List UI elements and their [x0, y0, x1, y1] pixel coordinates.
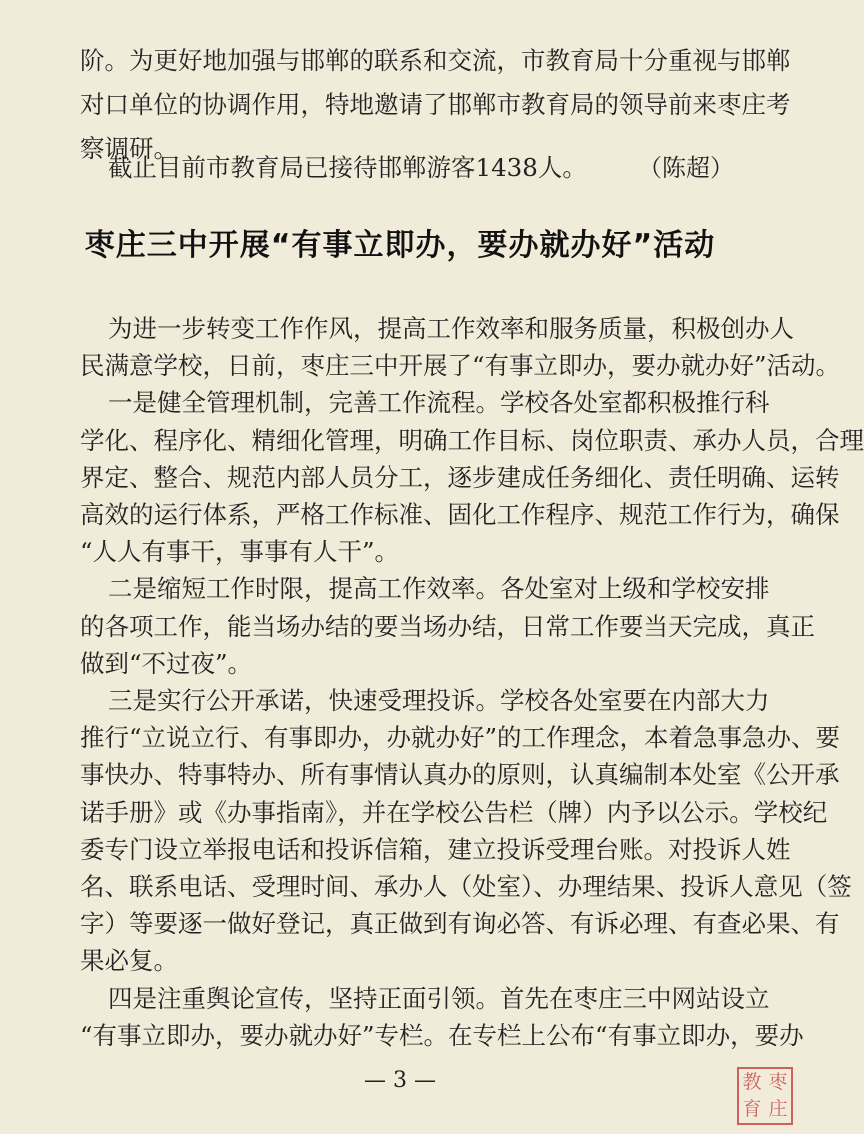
paragraph-line: 四是注重舆论宣传，坚持正面引领。首先在枣庄三中网站设立: [108, 983, 770, 1013]
paragraph-line: 字）等要逐一做好登记，真正做到有询必答、有诉必理、有查必果、有: [80, 909, 840, 939]
paragraph-line: 二是缩短工作时限，提高工作效率。各处室对上级和学校安排: [108, 574, 770, 604]
seal-char: 庄: [768, 1098, 788, 1120]
author-credit: （陈超）: [638, 154, 734, 182]
seal-char: 教: [742, 1071, 762, 1093]
paragraph-line: 阶。为更好地加强与邯郸的联系和交流，市教育局十分重视与邯郸: [80, 46, 791, 75]
article-headline: 枣庄三中开展“有事立即办，要办就办好”活动: [84, 228, 716, 263]
paragraph-line: 的各项工作，能当场办结的要当场办结，日常工作要当天完成，真正: [80, 611, 815, 641]
paragraph-line: 学化、程序化、精细化管理，明确工作目标、岗位职责、承办人员，合理: [80, 425, 864, 455]
paragraph-line: 一是健全管理机制，完善工作流程。学校各处室都积极推行科: [108, 388, 770, 418]
paragraph-line: 高效的运行体系，严格工作标准、固化工作程序、规范工作行为，确保: [80, 500, 840, 529]
paragraph-line: 事快办、特事特办、所有事情认真办的原则，认真编制本处室《公开承: [80, 760, 840, 790]
paragraph-line: 民满意学校，日前，枣庄三中开展了“有事立即办，要办就办好”活动。: [80, 351, 841, 381]
seal-char: 枣: [768, 1071, 788, 1093]
seal-char: 育: [742, 1098, 762, 1120]
paragraph-line: 为进一步转变工作作风，提高工作效率和服务质量，积极创办人: [108, 314, 794, 343]
paragraph-line: 界定、整合、规范内部人员分工，逐步建成任务细化、责任明确、运转: [80, 462, 840, 492]
paragraph-line: 推行“立说立行、有事即办，办就办好”的工作理念，本着急事急办、要: [80, 723, 841, 753]
paragraph-line: “有事立即办，要办就办好”专栏。在专栏上公布“有事立即办，要办: [80, 1020, 804, 1050]
paragraph-line: 三是实行公开承诺，快速受理投诉。学校各处室要在内部大力: [108, 686, 770, 715]
paragraph-line: “人人有事干，事事有人干”。: [80, 537, 400, 567]
paragraph-line: 名、联系电话、受理时间、承办人（处室）、办理结果、投诉人意见（签: [80, 872, 852, 901]
paragraph-line: 做到“不过夜”。: [80, 648, 253, 678]
paragraph-line: 果必复。: [80, 946, 178, 976]
paragraph-line: 截止目前市教育局已接待邯郸游客1438人。: [108, 153, 587, 182]
paragraph-line: 对口单位的协调作用，特地邀请了邯郸市教育局的领导前来枣庄考: [80, 90, 791, 119]
paragraph-line: 委专门设立举报电话和投诉信箱，建立投诉受理台账。对投诉人姓: [80, 834, 791, 864]
red-seal-stamp: [737, 1067, 793, 1125]
paragraph-line: 察调研。: [80, 134, 178, 163]
paragraph-line: 诺手册》或《办事指南》，并在学校公告栏（牌）内予以公示。学校纪: [80, 797, 828, 827]
page-number: — 3 —: [364, 1068, 436, 1093]
